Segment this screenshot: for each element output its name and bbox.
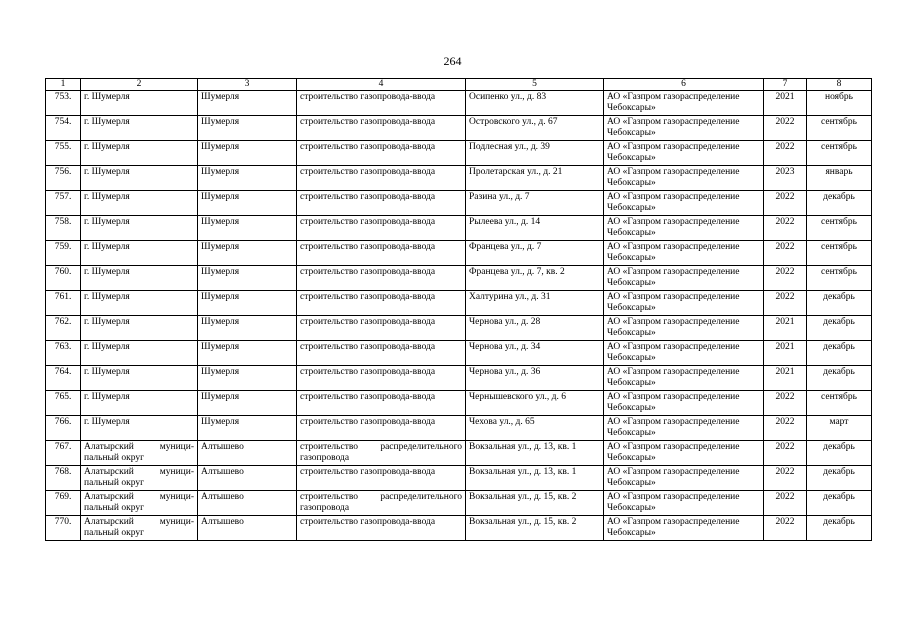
municipality-cell: Алатырский муници-пальный округ bbox=[81, 441, 198, 466]
work-type-cell: строительство газопровода-ввода bbox=[297, 516, 466, 541]
organization-cell: АО «Газпром газораспределение Чебоксары» bbox=[604, 116, 764, 141]
month-cell: сентябрь bbox=[807, 266, 872, 291]
column-header: 5 bbox=[466, 79, 604, 91]
table-row bbox=[46, 416, 872, 441]
month-cell: сентябрь bbox=[807, 391, 872, 416]
municipality-cell: г. Шумерля bbox=[81, 91, 198, 116]
table-row bbox=[46, 291, 872, 316]
work-type-cell: строительство газопровода-ввода bbox=[297, 466, 466, 491]
month-cell: сентябрь bbox=[807, 141, 872, 166]
row-number-cell: 764. bbox=[46, 366, 81, 391]
municipality-cell: г. Шумерля bbox=[81, 216, 198, 241]
year-cell: 2022 bbox=[764, 266, 807, 291]
table-row bbox=[46, 216, 872, 241]
table-row bbox=[46, 516, 872, 541]
row-number-cell: 759. bbox=[46, 241, 81, 266]
row-number-cell: 768. bbox=[46, 466, 81, 491]
settlement-cell: Шумерля bbox=[198, 291, 297, 316]
month-cell: март bbox=[807, 416, 872, 441]
work-type-cell: строительство газопровода-ввода bbox=[297, 316, 466, 341]
municipality-cell: г. Шумерля bbox=[81, 166, 198, 191]
settlement-cell: Шумерля bbox=[198, 366, 297, 391]
municipality-cell: г. Шумерля bbox=[81, 366, 198, 391]
municipality-cell: г. Шумерля bbox=[81, 241, 198, 266]
work-type-cell: строительство газопровода-ввода bbox=[297, 341, 466, 366]
month-cell: сентябрь bbox=[807, 216, 872, 241]
address-cell: Францева ул., д. 7, кв. 2 bbox=[466, 266, 604, 291]
organization-cell: АО «Газпром газораспределение Чебоксары» bbox=[604, 441, 764, 466]
work-type-cell: строительство газопровода-ввода bbox=[297, 166, 466, 191]
address-cell: Осипенко ул., д. 83 bbox=[466, 91, 604, 116]
gasification-table bbox=[45, 78, 872, 541]
row-number-cell: 765. bbox=[46, 391, 81, 416]
month-cell: декабрь bbox=[807, 441, 872, 466]
municipality-cell: г. Шумерля bbox=[81, 391, 198, 416]
work-type-cell: строительство газопровода-ввода bbox=[297, 191, 466, 216]
year-cell: 2022 bbox=[764, 516, 807, 541]
organization-cell: АО «Газпром газораспределение Чебоксары» bbox=[604, 391, 764, 416]
municipality-cell: Алатырский муници-пальный округ bbox=[81, 466, 198, 491]
organization-cell: АО «Газпром газораспределение Чебоксары» bbox=[604, 91, 764, 116]
work-type-cell: строительство газопровода-ввода bbox=[297, 216, 466, 241]
month-cell: декабрь bbox=[807, 341, 872, 366]
table-row bbox=[46, 391, 872, 416]
municipality-cell: г. Шумерля bbox=[81, 141, 198, 166]
year-cell: 2022 bbox=[764, 191, 807, 216]
municipality-cell: г. Шумерля bbox=[81, 266, 198, 291]
column-header: 7 bbox=[764, 79, 807, 91]
organization-cell: АО «Газпром газораспределение Чебоксары» bbox=[604, 366, 764, 391]
work-type-cell: строительство газопровода-ввода bbox=[297, 416, 466, 441]
work-type-cell: строительство распределительного газопровода bbox=[297, 441, 466, 466]
settlement-cell: Шумерля bbox=[198, 266, 297, 291]
row-number-cell: 753. bbox=[46, 91, 81, 116]
address-cell: Пролетарская ул., д. 21 bbox=[466, 166, 604, 191]
settlement-cell: Шумерля bbox=[198, 341, 297, 366]
month-cell: декабрь bbox=[807, 191, 872, 216]
table-row bbox=[46, 241, 872, 266]
address-cell: Вокзальная ул., д. 13, кв. 1 bbox=[466, 441, 604, 466]
organization-cell: АО «Газпром газораспределение Чебоксары» bbox=[604, 141, 764, 166]
year-cell: 2023 bbox=[764, 166, 807, 191]
row-number-cell: 760. bbox=[46, 266, 81, 291]
year-cell: 2021 bbox=[764, 91, 807, 116]
table-row bbox=[46, 116, 872, 141]
address-cell: Рылеева ул., д. 14 bbox=[466, 216, 604, 241]
settlement-cell: Шумерля bbox=[198, 166, 297, 191]
organization-cell: АО «Газпром газораспределение Чебоксары» bbox=[604, 166, 764, 191]
table-row bbox=[46, 316, 872, 341]
address-cell: Вокзальная ул., д. 15, кв. 2 bbox=[466, 491, 604, 516]
address-cell: Вокзальная ул., д. 15, кв. 2 bbox=[466, 516, 604, 541]
table-row bbox=[46, 466, 872, 491]
row-number-cell: 756. bbox=[46, 166, 81, 191]
municipality-cell: г. Шумерля bbox=[81, 191, 198, 216]
address-cell: Вокзальная ул., д. 13, кв. 1 bbox=[466, 466, 604, 491]
settlement-cell: Шумерля bbox=[198, 91, 297, 116]
row-number-cell: 766. bbox=[46, 416, 81, 441]
year-cell: 2022 bbox=[764, 141, 807, 166]
address-cell: Чернова ул., д. 36 bbox=[466, 366, 604, 391]
settlement-cell: Шумерля bbox=[198, 316, 297, 341]
organization-cell: АО «Газпром газораспределение Чебоксары» bbox=[604, 466, 764, 491]
row-number-cell: 767. bbox=[46, 441, 81, 466]
column-header: 6 bbox=[604, 79, 764, 91]
month-cell: ноябрь bbox=[807, 91, 872, 116]
work-type-cell: строительство газопровода-ввода bbox=[297, 241, 466, 266]
column-header: 2 bbox=[81, 79, 198, 91]
month-cell: декабрь bbox=[807, 366, 872, 391]
row-number-cell: 754. bbox=[46, 116, 81, 141]
work-type-cell: строительство газопровода-ввода bbox=[297, 266, 466, 291]
table-body bbox=[46, 91, 872, 541]
table-row bbox=[46, 441, 872, 466]
organization-cell: АО «Газпром газораспределение Чебоксары» bbox=[604, 216, 764, 241]
municipality-cell: г. Шумерля bbox=[81, 316, 198, 341]
organization-cell: АО «Газпром газораспределение Чебоксары» bbox=[604, 266, 764, 291]
organization-cell: АО «Газпром газораспределение Чебоксары» bbox=[604, 491, 764, 516]
row-number-cell: 761. bbox=[46, 291, 81, 316]
address-cell: Чернова ул., д. 28 bbox=[466, 316, 604, 341]
month-cell: сентябрь bbox=[807, 241, 872, 266]
organization-cell: АО «Газпром газораспределение Чебоксары» bbox=[604, 341, 764, 366]
settlement-cell: Шумерля bbox=[198, 216, 297, 241]
settlement-cell: Алтышево bbox=[198, 516, 297, 541]
organization-cell: АО «Газпром газораспределение Чебоксары» bbox=[604, 291, 764, 316]
organization-cell: АО «Газпром газораспределение Чебоксары» bbox=[604, 516, 764, 541]
organization-cell: АО «Газпром газораспределение Чебоксары» bbox=[604, 241, 764, 266]
table-row bbox=[46, 166, 872, 191]
work-type-cell: строительство распределительного газопровода bbox=[297, 491, 466, 516]
municipality-cell: г. Шумерля bbox=[81, 291, 198, 316]
table-row bbox=[46, 141, 872, 166]
month-cell: декабрь bbox=[807, 466, 872, 491]
settlement-cell: Шумерля bbox=[198, 116, 297, 141]
column-header: 1 bbox=[46, 79, 81, 91]
year-cell: 2021 bbox=[764, 316, 807, 341]
table-row bbox=[46, 366, 872, 391]
work-type-cell: строительство газопровода-ввода bbox=[297, 291, 466, 316]
month-cell: декабрь bbox=[807, 491, 872, 516]
settlement-cell: Шумерля bbox=[198, 191, 297, 216]
page-number: 264 bbox=[443, 54, 462, 68]
year-cell: 2022 bbox=[764, 416, 807, 441]
row-number-cell: 755. bbox=[46, 141, 81, 166]
settlement-cell: Шумерля bbox=[198, 416, 297, 441]
row-number-cell: 762. bbox=[46, 316, 81, 341]
table-row bbox=[46, 491, 872, 516]
column-header: 4 bbox=[297, 79, 466, 91]
work-type-cell: строительство газопровода-ввода bbox=[297, 391, 466, 416]
year-cell: 2021 bbox=[764, 341, 807, 366]
row-number-cell: 763. bbox=[46, 341, 81, 366]
work-type-cell: строительство газопровода-ввода bbox=[297, 366, 466, 391]
settlement-cell: Шумерля bbox=[198, 141, 297, 166]
organization-cell: АО «Газпром газораспределение Чебоксары» bbox=[604, 191, 764, 216]
month-cell: декабрь bbox=[807, 291, 872, 316]
column-header: 3 bbox=[198, 79, 297, 91]
municipality-cell: г. Шумерля bbox=[81, 341, 198, 366]
municipality-cell: г. Шумерля bbox=[81, 416, 198, 441]
municipality-cell: Алатырский муници-пальный округ bbox=[81, 516, 198, 541]
row-number-cell: 770. bbox=[46, 516, 81, 541]
table-row bbox=[46, 341, 872, 366]
work-type-cell: строительство газопровода-ввода bbox=[297, 141, 466, 166]
address-cell: Францева ул., д. 7 bbox=[466, 241, 604, 266]
row-number-cell: 757. bbox=[46, 191, 81, 216]
work-type-cell: строительство газопровода-ввода bbox=[297, 91, 466, 116]
settlement-cell: Алтышево bbox=[198, 441, 297, 466]
organization-cell: АО «Газпром газораспределение Чебоксары» bbox=[604, 416, 764, 441]
column-header: 8 bbox=[807, 79, 872, 91]
table-row bbox=[46, 91, 872, 116]
address-cell: Разина ул., д. 7 bbox=[466, 191, 604, 216]
address-cell: Халтурина ул., д. 31 bbox=[466, 291, 604, 316]
table-row bbox=[46, 191, 872, 216]
municipality-cell: г. Шумерля bbox=[81, 116, 198, 141]
municipality-cell: Алатырский муници-пальный округ bbox=[81, 491, 198, 516]
settlement-cell: Шумерля bbox=[198, 391, 297, 416]
settlement-cell: Алтышево bbox=[198, 491, 297, 516]
year-cell: 2022 bbox=[764, 466, 807, 491]
year-cell: 2022 bbox=[764, 441, 807, 466]
address-cell: Подлесная ул., д. 39 bbox=[466, 141, 604, 166]
month-cell: январь bbox=[807, 166, 872, 191]
year-cell: 2022 bbox=[764, 291, 807, 316]
row-number-cell: 758. bbox=[46, 216, 81, 241]
month-cell: декабрь bbox=[807, 316, 872, 341]
organization-cell: АО «Газпром газораспределение Чебоксары» bbox=[604, 316, 764, 341]
year-cell: 2022 bbox=[764, 391, 807, 416]
year-cell: 2022 bbox=[764, 491, 807, 516]
year-cell: 2022 bbox=[764, 241, 807, 266]
work-type-cell: строительство газопровода-ввода bbox=[297, 116, 466, 141]
column-number-row bbox=[46, 79, 872, 91]
settlement-cell: Шумерля bbox=[198, 241, 297, 266]
address-cell: Чернышевского ул., д. 6 bbox=[466, 391, 604, 416]
year-cell: 2022 bbox=[764, 216, 807, 241]
month-cell: сентябрь bbox=[807, 116, 872, 141]
address-cell: Чехова ул., д. 65 bbox=[466, 416, 604, 441]
table-row bbox=[46, 266, 872, 291]
year-cell: 2021 bbox=[764, 366, 807, 391]
address-cell: Островского ул., д. 67 bbox=[466, 116, 604, 141]
month-cell: декабрь bbox=[807, 516, 872, 541]
address-cell: Чернова ул., д. 34 bbox=[466, 341, 604, 366]
year-cell: 2022 bbox=[764, 116, 807, 141]
row-number-cell: 769. bbox=[46, 491, 81, 516]
settlement-cell: Алтышево bbox=[198, 466, 297, 491]
